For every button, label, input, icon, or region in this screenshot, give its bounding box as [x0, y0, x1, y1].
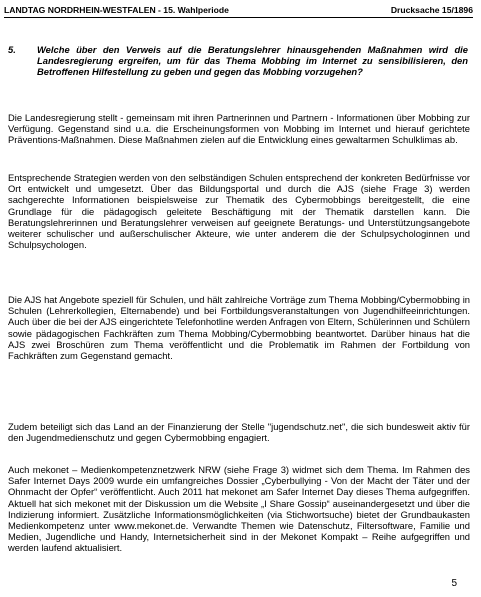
answer-paragraph-4: Zudem beteiligt sich das Land an der Finanzierung der Stelle "jugendschutz.net", die sich bundesweit aktiv für den Jugendmedienschutz und gegen Cybermobbing engagiert. — [8, 421, 470, 444]
answer-paragraph-1: Die Landesregierung stellt - gemeinsam mit ihren Partnerinnen und Partnern - Informationen über Mobbing zur Verfügung. Gegenstand sind u.a. die Erscheinungsformen von Mobbing im Internet und hierauf gerichtete Präventions-Maßnahmen. Diese Maßnahmen zielen auf die Entwicklung eines gewaltarmen Schulklimas ab. — [8, 112, 470, 146]
page-number: 5 — [451, 578, 457, 589]
answer-paragraph-2: Entsprechende Strategien werden von den selbständigen Schulen entsprechend der konkreten Bedürfnisse vor Ort entwickelt und umgesetzt. Über das Bildungsportal und durch die AJS (siehe Frage 3) werden sachgerechte Informationen beispielsweise zur Thematik des Cybermobbings bereitgestellt, die eine Grundlage für die pädagogisch geleitete Beschäftigung mit der Thematik darstellen kann. Die Beratungslehrerinnen und Beratungslehrer verweisen auf geeignete Beratungs- und Unterstützungsangebote weiterer schulischer und außerschulischer Akteure, wie unter anderem die der Schulpsychologinnen und Schulpsychologen. — [8, 172, 470, 251]
question-block — [8, 44, 468, 78]
answer-paragraph-5: Auch mekonet – Medienkompetenznetzwerk NRW (siehe Frage 3) widmet sich dem Thema. Im Rahmen des Safer Internet Days 2009 wurde ein umfangreiches Dossier „Cyberbullying - Von der Macht der Täter und der Ohnmacht der Opfer“ veröffentlicht. Auch 2011 hat mekonet am Safer Internet Day dieses Thema aufgegriffen. Aktuell hat sich mekonet mit der Diskussion um die Website „I Share Gossip“ auseinandergesetzt und über die Indizierung informiert. Zusätzliche Informationsmöglichkeiten (via Stichwortsuche) bietet der Grundbaukasten Medienkompetenz unter www.mekonet.de. Verwandte Themen wie Datenschutz, Filtersoftware, Familie und Medien, Jugendliche und Handy, Internetsicherheit sind in der Mekonet Kompakt – Reihe aufgegriffen und werden laufend aktualisiert. — [8, 464, 470, 554]
question-text: Welche über den Verweis auf die Beratungslehrer hinausgehenden Maßnahmen wird die Landesregierung ergreifen, um für das Thema Mobbing im Internet zu sensibilisieren, den Betroffenen Hilfestellung zu geben und gegen das Mobbing vorzugehen? — [37, 44, 468, 78]
header-document-number: Drucksache 15/1896 — [390, 5, 473, 15]
header-parliament-title: LANDTAG NORDRHEIN-WESTFALEN - 15. Wahlperiode — [4, 5, 229, 15]
page-header — [4, 4, 473, 17]
answer-paragraph-3: Die AJS hat Angebote speziell für Schulen, und hält zahlreiche Vorträge zum Thema Mobbing/Cybermobbing in Schulen (Lehrerkollegien, Elternabende) und bei Fortbildungsveranstaltungen von Jugendhilfeeinrichtungen. Auch über die bei der AJS eingerichtete Telefonhotline werden Anfragen von Eltern, Schülerinnen und Schülern sowie pädagogischen Fachkräften zum Thema Mobbing/Cybermobbing beantwortet. Darüber hinaus hat die AJS zwei Broschüren zum Thema veröffentlicht und die Problematik im Rahmen der Fortbildung von Fachkräften zum Gegenstand gemacht. — [8, 294, 470, 362]
question-number: 5. — [8, 44, 16, 55]
header-rule — [4, 17, 473, 18]
